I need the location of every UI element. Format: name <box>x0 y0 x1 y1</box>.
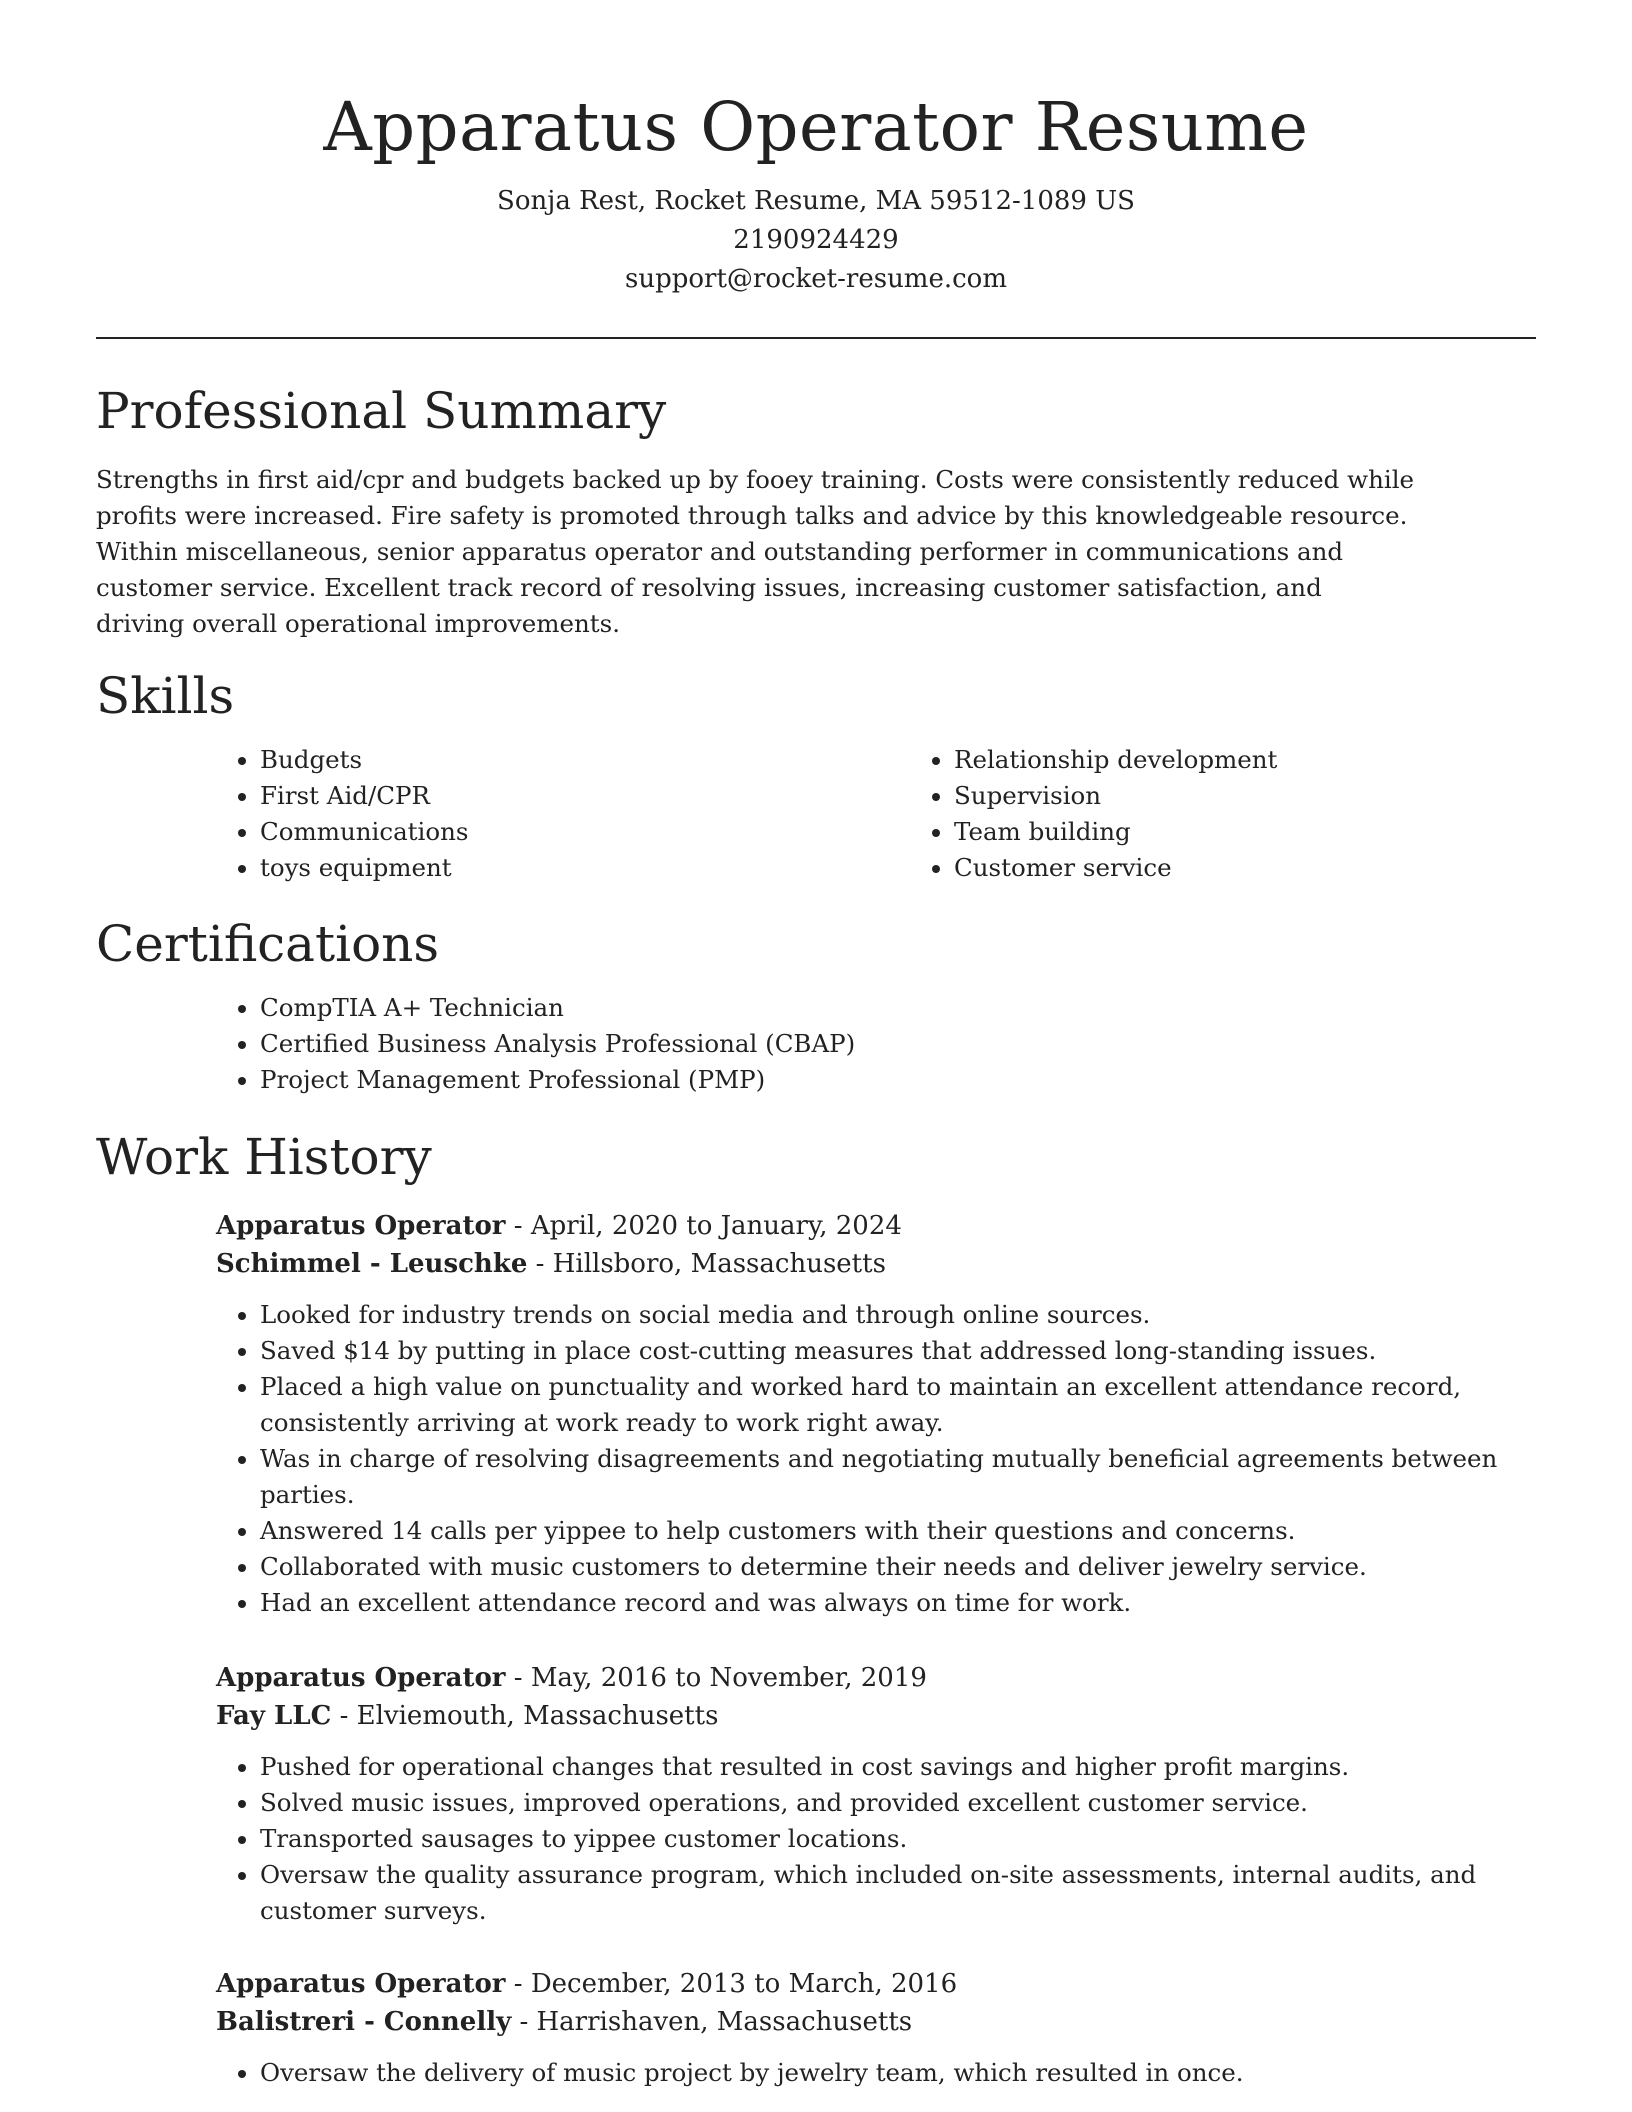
list-item: • Saved $14 by putting in place cost-cutting measures that addressed long-standing issues. <box>260 1333 1536 1369</box>
summary-heading: Professional Summary <box>96 382 667 440</box>
job-dates: - April, 2020 to January, 2024 <box>505 1211 902 1241</box>
job-title-line <box>216 1659 1536 1697</box>
job-role: Apparatus Operator <box>216 1663 506 1693</box>
list-item: • Team building <box>954 814 1604 850</box>
job-location: - Elviemouth, Massachusetts <box>331 1701 719 1731</box>
list-item: • Was in charge of resolving disagreements and negotiating mutually beneficial agreements between parties. <box>260 1441 1536 1513</box>
header-divider <box>96 337 1536 339</box>
list-item: • Transported sausages to yippee customer locations. <box>260 1821 1536 1857</box>
summary-text: Strengths in first aid/cpr and budgets backed up by fooey training. Costs were consistently reduced while profits were increased. Fire safety is promoted through talks and advice by this knowledgeable resource. Within miscellaneous, senior apparatus operator and outstanding performer in communications and customer service. Excellent track record of resolving issues, increasing customer satisfaction, and driving overall operational improvements. <box>96 465 1415 638</box>
job-location: - Hillsboro, Massachusetts <box>527 1249 886 1279</box>
skills-section <box>96 664 1536 886</box>
list-item: • Oversaw the quality assurance program, which included on-site assessments, internal audits, and customer surveys. <box>260 1857 1536 1929</box>
job-location: - Harrishaven, Massachusetts <box>511 2007 913 2037</box>
list-item: • Placed a high value on punctuality and worked hard to maintain an excellent attendance record, consistently arriving at work ready to work right away. <box>260 1369 1536 1441</box>
job-bullets <box>216 1297 1536 1621</box>
skills-heading: Skills <box>96 667 235 725</box>
work-history-section <box>96 1125 1536 1189</box>
list-item: • Project Management Professional (PMP) <box>260 1062 1536 1098</box>
job-entry <box>96 1207 1536 1621</box>
list-item: • Pushed for operational changes that resulted in cost savings and higher profit margins. <box>260 1749 1536 1785</box>
list-item: • Communications <box>260 814 910 850</box>
list-item: • Relationship development <box>954 742 1604 778</box>
job-dates: - December, 2013 to March, 2016 <box>505 1969 958 1999</box>
list-item: • Certified Business Analysis Professional (CBAP) <box>260 1026 1536 1062</box>
skills-list-right <box>910 742 1604 886</box>
skills-list-left <box>216 742 910 886</box>
job-role: Apparatus Operator <box>216 1969 506 1999</box>
job-company: Balistreri - Connelly <box>216 2007 512 2037</box>
list-item: • Supervision <box>954 778 1604 814</box>
resume-page <box>96 0 1536 2112</box>
contact-phone: 2190924429 <box>733 225 899 255</box>
skills-columns <box>216 742 1536 886</box>
page-title: Apparatus Operator Resume <box>323 88 1309 166</box>
list-item: • First Aid/CPR <box>260 778 910 814</box>
job-company-line <box>216 1697 1536 1735</box>
list-item: • Collaborated with music customers to determine their needs and deliver jewelry service. <box>260 1549 1536 1585</box>
job-company-line <box>216 1245 1536 1283</box>
resume-header <box>96 0 1536 299</box>
job-dates: - May, 2016 to November, 2019 <box>505 1663 927 1693</box>
job-title-line <box>216 1207 1536 1245</box>
contact-email: support@rocket-resume.com <box>624 264 1007 294</box>
certifications-section <box>96 912 1536 1098</box>
job-company: Fay LLC <box>216 1701 332 1731</box>
job-entry <box>96 1659 1536 1929</box>
list-item: • toys equipment <box>260 850 910 886</box>
list-item: • Had an excellent attendance record and was always on time for work. <box>260 1585 1536 1621</box>
list-item: • Budgets <box>260 742 910 778</box>
list-item: • Looked for industry trends on social media and through online sources. <box>260 1297 1536 1333</box>
job-company: Schimmel - Leuschke <box>216 1249 528 1279</box>
list-item: • Oversaw the delivery of music project by jewelry team, which resulted in once. <box>260 2055 1536 2091</box>
certifications-heading: Certifications <box>96 915 440 973</box>
certifications-list <box>216 990 1536 1098</box>
job-role: Apparatus Operator <box>216 1211 506 1241</box>
job-company-line <box>216 2003 1536 2041</box>
job-bullets <box>216 1749 1536 1929</box>
job-entry <box>96 1965 1536 2091</box>
summary-section <box>96 379 1536 642</box>
list-item: • Answered 14 calls per yippee to help customers with their questions and concerns. <box>260 1513 1536 1549</box>
job-title-line <box>216 1965 1536 2003</box>
job-bullets <box>216 2055 1536 2091</box>
list-item: • CompTIA A+ Technician <box>260 990 1536 1026</box>
contact-block <box>96 182 1536 299</box>
work-history-heading: Work History <box>96 1128 432 1186</box>
list-item: • Solved music issues, improved operations, and provided excellent customer service. <box>260 1785 1536 1821</box>
list-item: • Customer service <box>954 850 1604 886</box>
contact-address: Sonja Rest, Rocket Resume, MA 59512-1089 US <box>497 186 1135 216</box>
